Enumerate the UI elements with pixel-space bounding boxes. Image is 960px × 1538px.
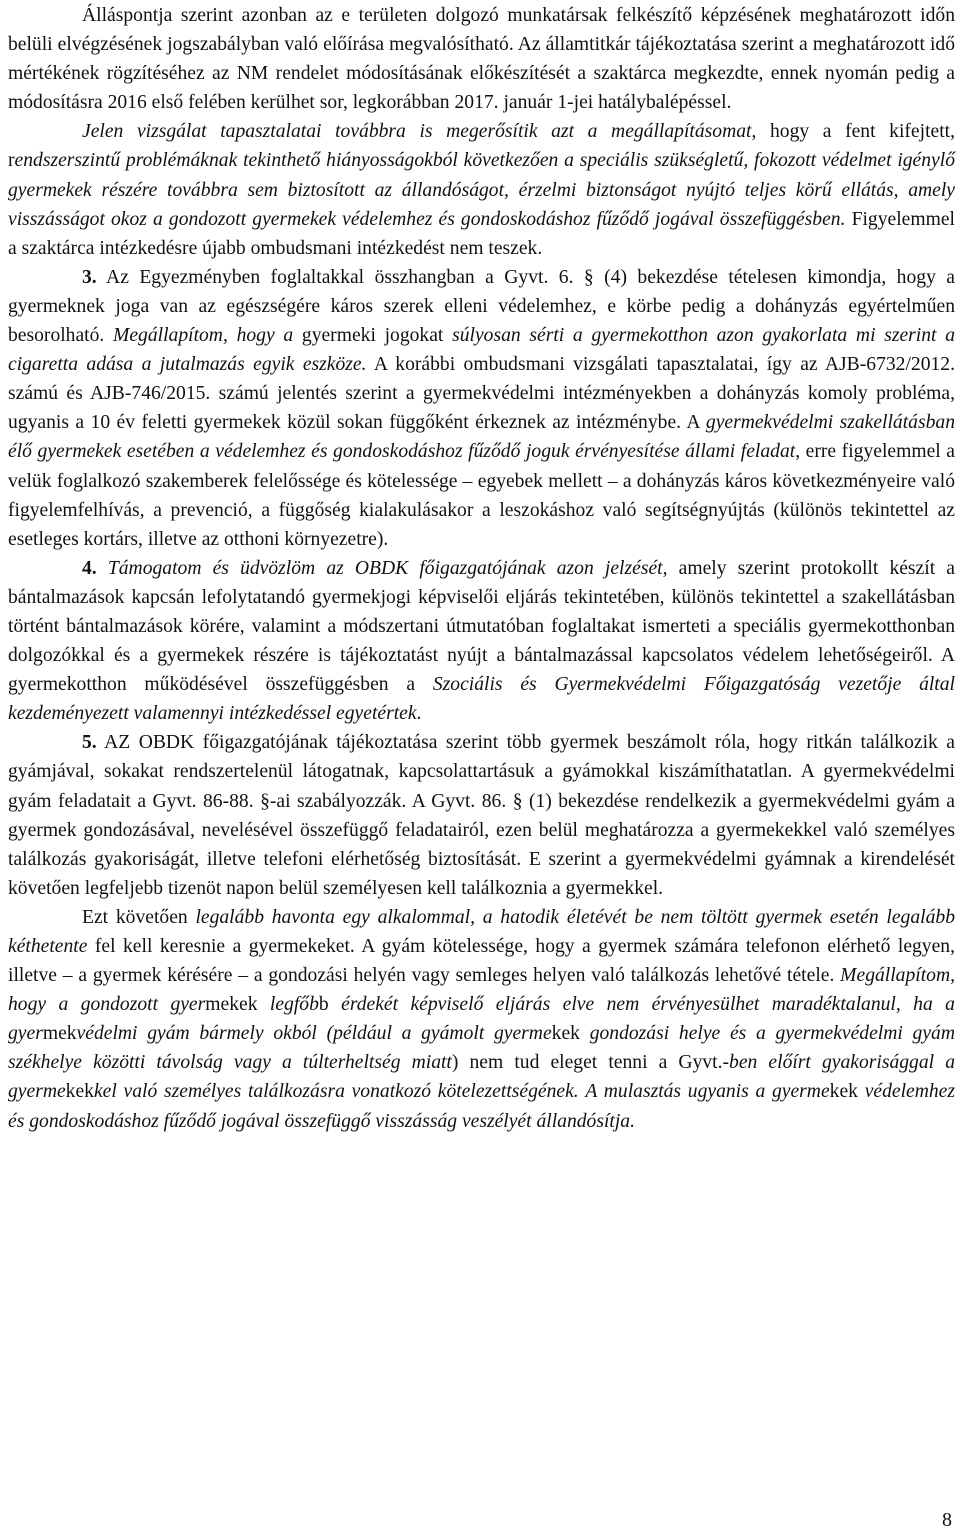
emphasis-text: legfőb (269, 994, 319, 1016)
emphasis-text: kel való személyes találkozásra vonatkozó kötelezettségének. (93, 1081, 579, 1103)
emphasis-text: védelmi gyám bármely okból (például a gyámolt gyerme (76, 1023, 552, 1045)
emphasis-text: Támogatom és üdvözlöm az OBDK főigazgatójának azon jelzését (107, 557, 663, 579)
text-run: , hogy a fent kifejtett, r (8, 121, 955, 172)
text-run: AZ OBDK főigazgatójának tájékoztatása szerint több gyermek beszámolt róla, hogy ritkán találkozik a gyámjával, sokakat rendszertelenül látogatnak, kapcsolattartásuk a gyámokkal kiszámíthatatlan. A gyermekvédelmi gyám feladatait a Gyvt. 86-88. §-ai szabályozzák. A Gyvt. 86. § (1) bekezdése rendelkezik a gyermekvédelmi gyám a gyermek gondozásával, nevelésével összefüggő feladatairól, ezen belül meghatározza a gyermekekkel való személyes találkozás gyakoriságát, illetve telefoni elérhetőség biztosítását. E szerint a gyermekvédelmi gyámnak a kirendelését követően legfeljebb tizenöt napon belül személyesen kell találkoznia a gyermekkel. (8, 732, 955, 899)
text-run (97, 558, 108, 579)
text-run: , erre figyelemmel a velük foglalkozó szakemberek felelőssége és kötelessége – egyebek mellett – a dohányzás káros következményeire való figyelemfelhívás, a prevenció, a függőség kialakulásakor a leszokáshoz való segítségnyújtás (különös tekintettel az esetleges kortárs, illetve az otthoni környezetre). (8, 441, 955, 550)
text-run: b (318, 994, 342, 1016)
text-run: gyermeki jogokat (301, 325, 453, 347)
text-run: A korábbi ombudsmani vizsgálati tapasztalatai, így az AJB-6732/2012. számú és AJB-746/2015. számú jelentés szerint a gyermekvédelmi intézményekben a dohányzás komoly probléma, ugyanis a 10 év feletti gyermekek közül sokan függőként érkeznek az intézménybe. A (8, 354, 955, 434)
emphasis-text: endszerszintű problémáknak tekinthető hiányosságokból következően a speciális szükségletű, fokozott védelmet igénylő gyermekek részére továbbra sem biztosított az állandóságot, érzelmi biztonságot nyújtó teljes körű ellátás, amely visszásságot okoz a gondozott gyermekek védelemhez és gondoskodáshoz fűződő jogával összefüggésben. (8, 150, 955, 230)
emphasis-text: gyermekvédelmi szakellátásban élő gyermekek esetében a védelemhez és gondoskodáshoz fűződő joguk érvényesítése állami feladat (8, 412, 955, 463)
paragraph-3 (8, 263, 955, 554)
text-run: Ezt követően (82, 906, 196, 928)
emphasis-text: érdekét képviselő eljárás elve nem érvényesülhet maradéktalanul, ha a gyer (8, 994, 955, 1045)
text-run: kek (551, 1023, 590, 1045)
emphasis-text: gondozási helye és a gyermekvédelmi gyám székhelye közötti távolság vagy a túlterheltség miatt (8, 1023, 955, 1074)
section-number: 4. (82, 557, 97, 579)
emphasis-text: súlyosan sérti a gyermekotthon azon gyakorlata mi szerint a cigaretta adása a jutalmazás egyik eszköze. (8, 325, 956, 376)
paragraph-4 (8, 554, 955, 729)
emphasis-text: Szociális és Gyermekvédelmi Főigazgatóság vezetője által kezdeményezett valamennyi intézkedéssel egyetértek (8, 674, 955, 725)
text-run: , amely szerint protokollt készít a bántalmazások kapcsán lefolytatandó gyermekjogi képviselői eljárás tekintetében, különös tekintettel a szakellátásban történt bántalmazások körére, valamint a módszertani útmutatóban foglaltakat ismerteti a speciális gyermekotthonban dolgozókkal és a gyermekek részére is tájékoztatást nyújt a bántalmazással kapcsolatos védelem lehetőségeiről. A gyermekotthon működésével összefüggésben a (8, 557, 955, 696)
text-run: . (416, 703, 422, 725)
paragraph-jelen-vizsgalat (8, 117, 955, 262)
page-number: 8 (942, 1509, 952, 1531)
emphasis-text: Megállapítom, hogy a (113, 325, 302, 347)
emphasis-text: -ben előírt gyakorisággal a gyerme (8, 1052, 955, 1103)
emphasis-text: legalább havonta egy alkalommal, a hatodik életévét be nem töltött gyermek esetén legalább kéthetente (8, 906, 955, 957)
text-run: fel kell keresnie a gyermekeket. A gyám kötelessége, hogy a gyermek számára telefonon elérhető legyen, illetve – a gyermek kérésére – a gondozási helyén vagy semleges helyen való találkozás lehetővé tétele. (8, 936, 955, 987)
paragraph-5 (8, 728, 955, 903)
section-number: 3. (82, 266, 97, 288)
text-run: Az Egyezményben foglaltakkal összhangban a Gyvt. 6. § (4) bekezdése tételesen kimondja, hogy a gyermeknek joga van az egészségére káros szerek elleni védelemhez, e körbe pedig a dohányzás egyértelműen besorolható. (8, 266, 955, 347)
text-run: mek (42, 1023, 77, 1045)
emphasis-text: védelemhez és gondoskodáshoz fűződő jogával összefüggő visszásság veszélyét állandósítja. (8, 1081, 955, 1132)
text-run: ) nem tud eleget tenni a Gyvt. (451, 1052, 723, 1074)
text-run: kek (65, 1081, 94, 1103)
text-run: kek (829, 1081, 865, 1103)
text-run: Figyelemmel a szaktárca intézkedésre újabb ombudsmani intézkedést nem teszek. (8, 208, 955, 259)
paragraph-allaspont (8, 1, 955, 117)
emphasis-text: Jelen vizsgálat tapasztalatai továbbra is megerősítik azt a megállapításomat (82, 121, 752, 143)
emphasis-text: A mulasztás ugyanis a gyerme (585, 1081, 830, 1103)
section-number: 5. (82, 732, 97, 754)
text-run: mekek (205, 994, 270, 1016)
text-run: Álláspontja szerint azonban az e területen dolgozó munkatársak felkészítő képzésének meghatározott időn belüli elvégzésének jogszabályban való előírása megvalósítható. Az államtitkár tájékoztatása szerint a meghatározott idő mértékének rögzítéséhez az NM rendelet módosításának előkészítését a szaktárca megkezdte, ennek nyomán pedig a módosításra 2016 első felében kerülhet sor, legkorábban 2017. január 1-jei hatálybalépéssel. (8, 5, 955, 114)
paragraph-ezt-kovetoen (8, 903, 955, 1136)
emphasis-text: Megállapítom, hogy a gondozott gyer (8, 965, 955, 1016)
body-text (8, 1, 955, 1136)
